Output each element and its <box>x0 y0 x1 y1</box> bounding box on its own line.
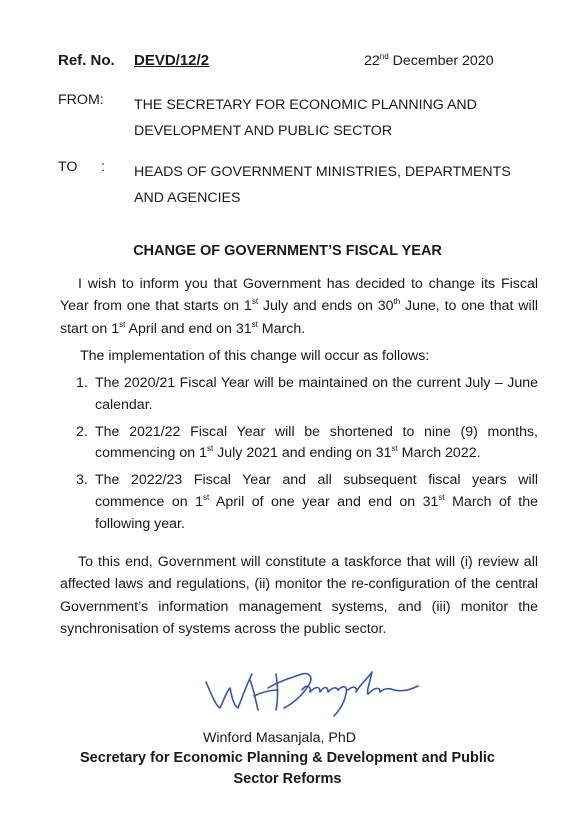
sender: THE SECRETARY FOR ECONOMIC PLANNING AND DEVELOPMENT AND PUBLIC SECTOR <box>134 97 477 139</box>
from-label: FROM: <box>58 92 104 108</box>
list-item: 2. The 2021/22 Fiscal Year will be shortened to nine (9) months, commencing on 1st July 2021 and ending on 31st March 2022. <box>76 423 538 462</box>
signatory-name: Winford Masanjala, PhD <box>203 730 356 746</box>
to-colon: : <box>101 159 105 175</box>
recipients: HEADS OF GOVERNMENT MINISTRIES, DEPARTMENTS AND AGENCIES <box>134 164 511 206</box>
list-item: 3. The 2022/23 Fiscal Year and all subsequent fiscal years will commence on 1st April of one year and end on 31st March of the following year. <box>76 472 538 532</box>
list-item: 1. The 2020/21 Fiscal Year will be maintained on the current July – June calendar. <box>76 375 538 413</box>
reference-number: DEVD/12/2 <box>134 52 210 69</box>
closing-paragraph: To this end, Government will constitute a taskforce that will (i) review all affected laws and regulations, (ii) monitor the re-configuration of the central Government’s information management systems, and (iii) monitor the synchronisation of systems across the public sector. <box>60 554 538 637</box>
implementation-list <box>60 373 538 541</box>
handwritten-signature <box>198 660 428 720</box>
reference-label: Ref. No. <box>58 52 115 69</box>
to-label: TO <box>58 159 78 175</box>
letter-date: 22nd December 2020 <box>364 52 494 69</box>
implementation-intro: The implementation of this change will occur as follows: <box>80 348 430 364</box>
opening-paragraph: I wish to inform you that Government has decided to change its Fiscal Year from one that starts on 1st July and ends on 30th June, to one that will start on 1st April and end on 31st March. <box>60 276 538 337</box>
subject-heading: CHANGE OF GOVERNMENT’S FISCAL YEAR <box>133 243 442 259</box>
signatory-title: Secretary for Economic Planning & Development and Public Sector Reforms <box>80 750 495 787</box>
